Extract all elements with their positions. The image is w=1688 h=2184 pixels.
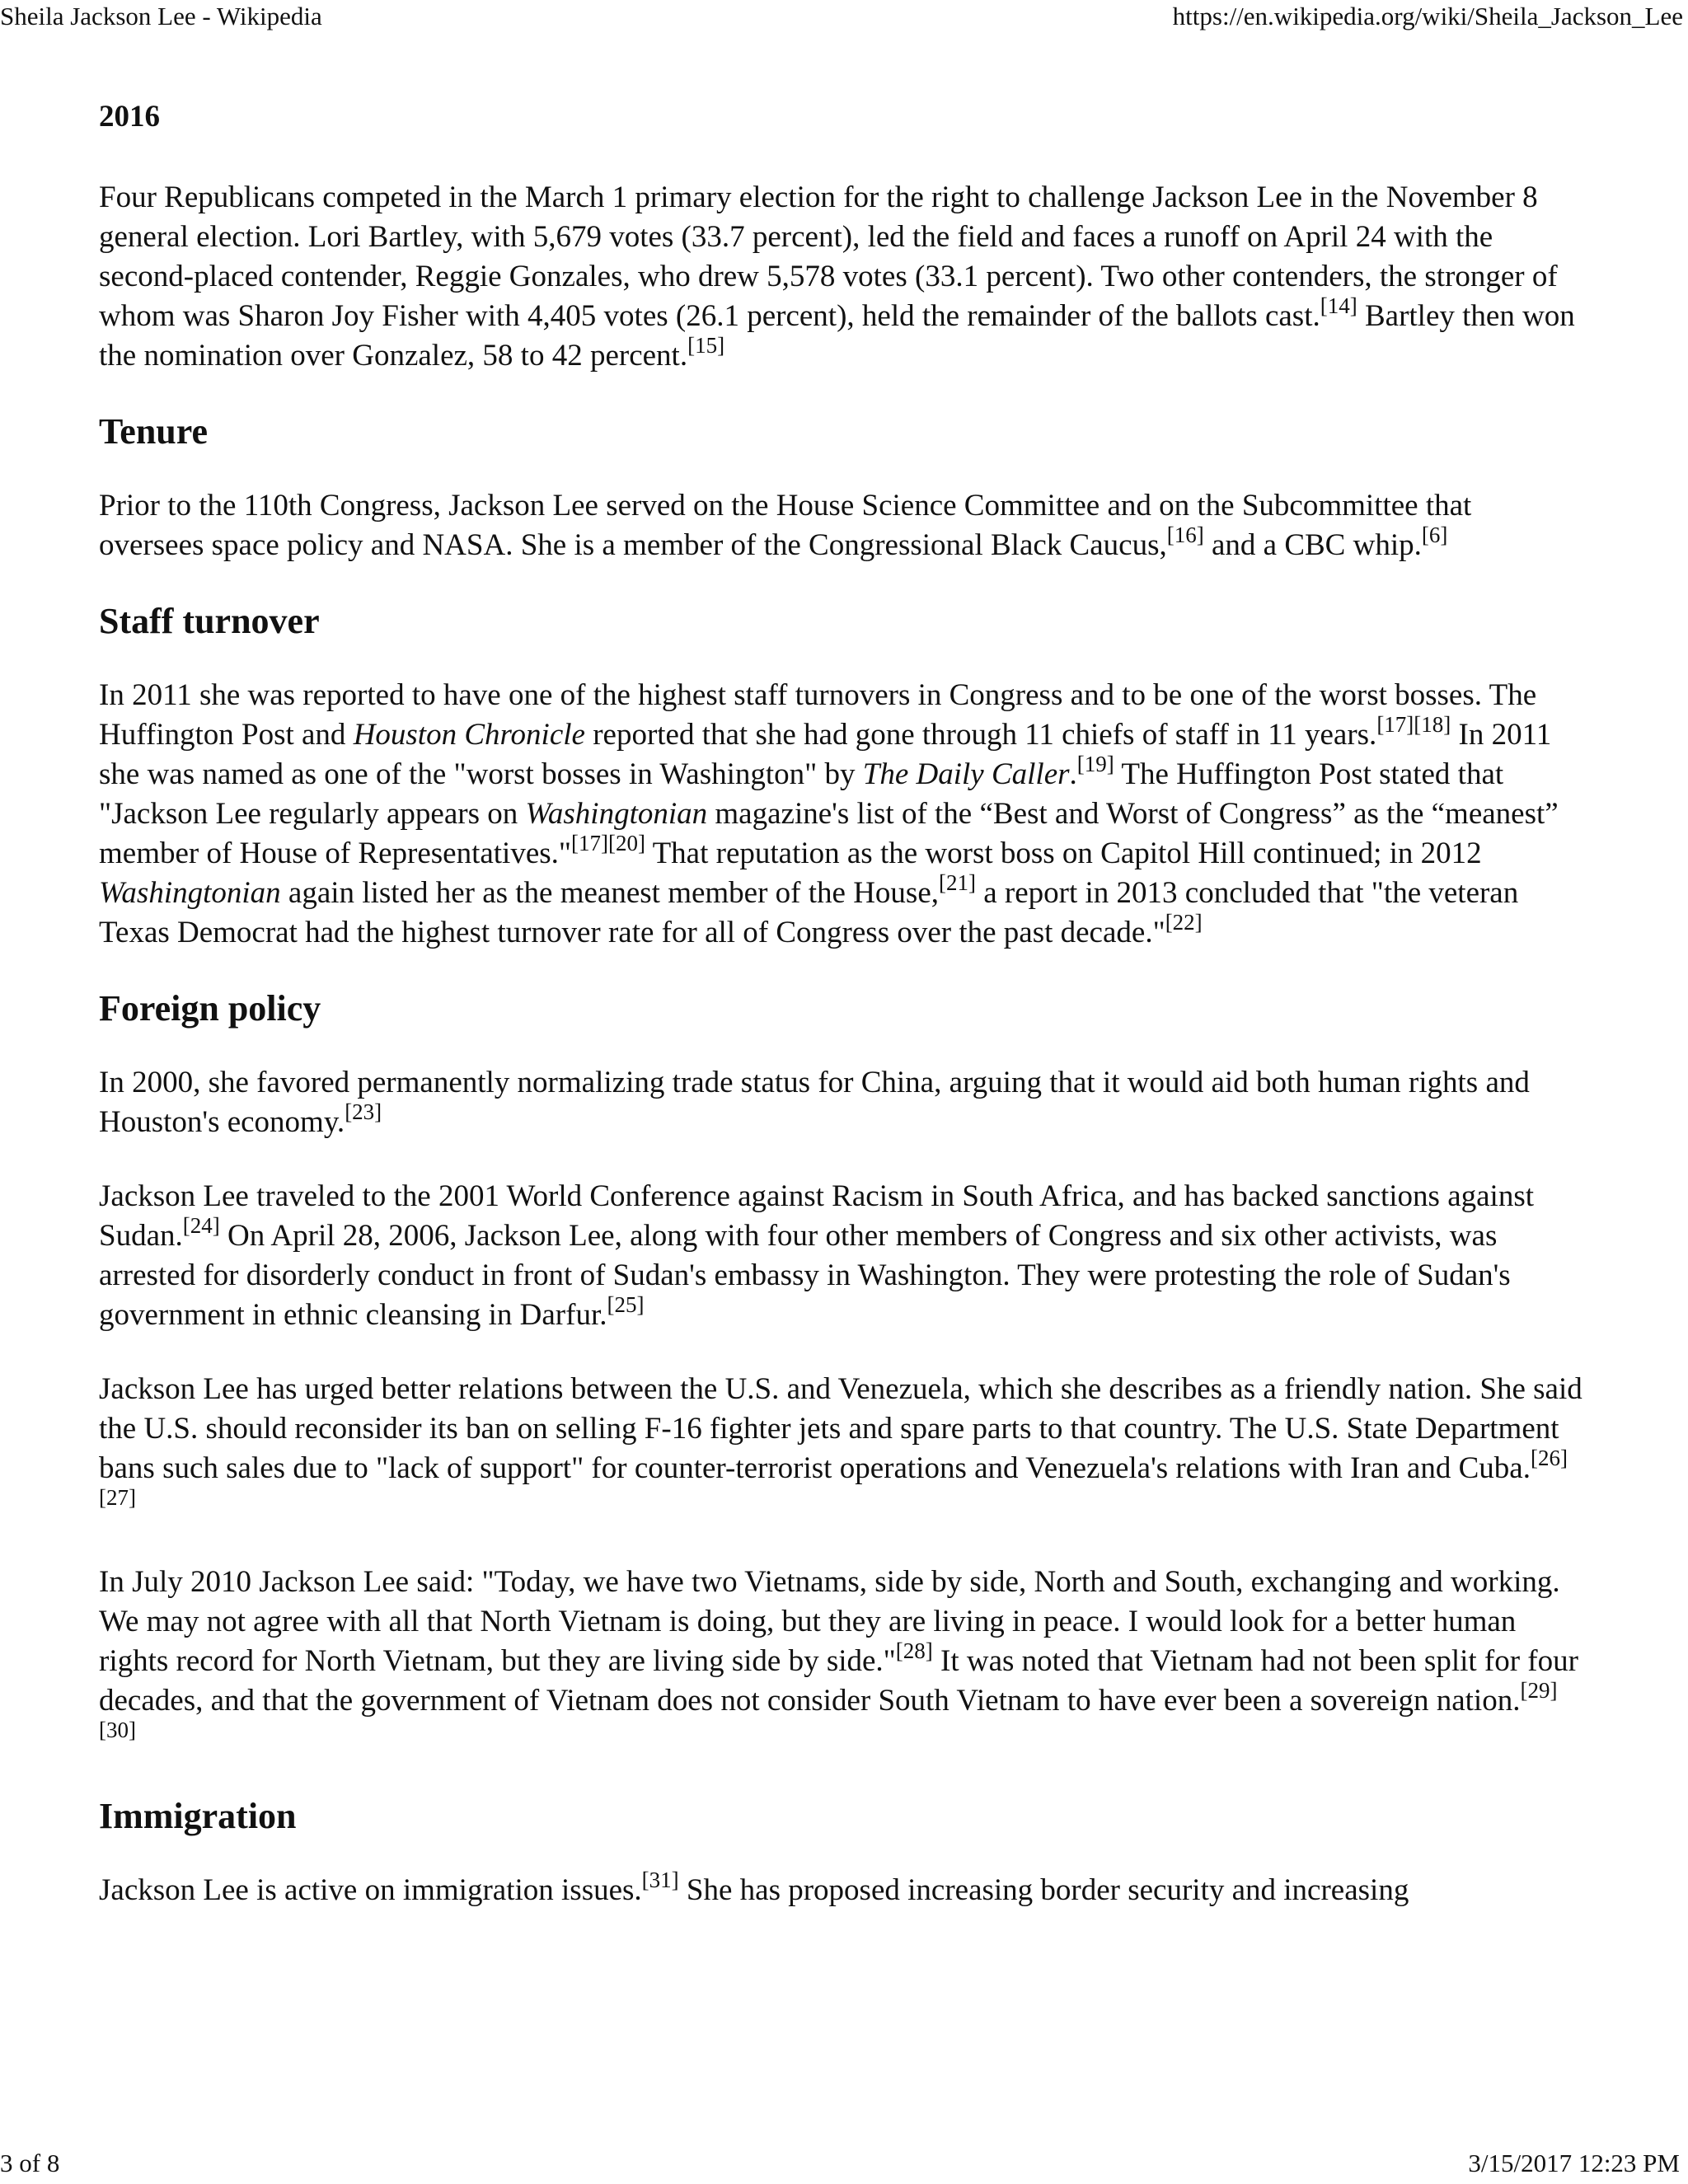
paragraph-2016-primary: Four Republicans competed in the March 1 primary election for the right to challenge Jackson Lee in the November 8 general election. Lori Bartley, with 5,679 votes (33.7 percent), led the field and faces a runoff on April 24 with the second-placed contender, Reggie Gonzales, who drew 5,578 votes (33.1 percent). Two other contenders, the stronger of whom was Sharon Joy Fisher with 4,405 votes (26.1 percent), held the remainder of the ballots cast.[14] Bartley then won the nomination over Gonzalez, 58 to 42 percent.[15] xyxy=(99,180,1575,373)
citation-link[interactable]: [25] xyxy=(607,1292,645,1318)
citation-link[interactable]: [23] xyxy=(345,1099,382,1125)
citation-link[interactable]: [15] xyxy=(687,333,725,359)
citation-link[interactable]: [17][20] xyxy=(571,831,645,856)
publication-name: Washingtonian xyxy=(99,876,281,910)
publication-name: Washingtonian xyxy=(525,797,708,831)
print-header xyxy=(0,0,1688,33)
paragraph-foreign-venezuela: Jackson Lee has urged better relations between the U.S. and Venezuela, which she describes as a friendly nation. She said the U.S. should reconsider its ban on selling F-16 fighter jets and spare parts to that country. The U.S. State Department bans such sales due to "lack of support" for counter-terrorist operations and Venezuela's relations with Iran and Cuba.[26][27] xyxy=(99,1372,1582,1511)
citation-link[interactable]: [26][27] xyxy=(99,1446,1568,1511)
citation-link[interactable]: [28] xyxy=(895,1638,933,1664)
paragraph-staff-turnover: In 2011 she was reported to have one of the highest staff turnovers in Congress and to be one of the worst bosses. The Huffington Post and Houston Chronicle reported that she had gone through 11 chiefs of staff in 11 years.[17][18] In 2011 she was named as one of the "worst bosses in Washington" by The Daily Caller.[19] The Huffington Post stated that "Jackson Lee regularly appears on Washingtonian magazine's list of the “Best and Worst of Congress” as the “meanest” member of House of Representatives."[17][20] That reputation as the worst boss on Capitol Hill continued; in 2012 Washingtonian again listed her as the meanest member of the House,[21] a report in 2013 concluded that "the veteran Texas Democrat had the highest turnover rate for all of Congress over the past decade."[22] xyxy=(99,678,1559,949)
publication-name: Houston Chronicle xyxy=(353,718,585,752)
section-heading-immigration: Immigration xyxy=(99,1796,297,1836)
page-title: Sheila Jackson Lee - Wikipedia xyxy=(0,2,322,30)
section-heading-2016: 2016 xyxy=(99,100,160,134)
paragraph-foreign-vietnam: In July 2010 Jackson Lee said: "Today, we have two Vietnams, side by side, North and South, exchanging and working. We may not agree with all that North Vietnam is doing, but they are living in peace. I would look for a better human rights record for North Vietnam, but they are living side by side."[28] It was noted that Vietnam had not been split for four decades, and that the government of Vietnam does not consider South Vietnam to have ever been a sovereign nation.[29][30] xyxy=(99,1565,1578,1743)
print-datetime: 3/15/2017 12:23 PM xyxy=(1468,2149,1680,2177)
citation-link[interactable]: [17][18] xyxy=(1376,712,1451,738)
citation-link[interactable]: [14] xyxy=(1320,293,1357,319)
citation-link[interactable]: [31] xyxy=(641,1868,679,1893)
section-heading-staff-turnover: Staff turnover xyxy=(99,601,320,641)
citation-link[interactable]: [24] xyxy=(182,1213,220,1239)
citation-link[interactable]: [22] xyxy=(1165,910,1203,935)
section-heading-foreign-policy: Foreign policy xyxy=(99,988,321,1029)
citation-link[interactable]: [6] xyxy=(1421,523,1448,548)
paragraph-foreign-china: In 2000, she favored permanently normalizing trade status for China, arguing that it would aid both human rights and Houston's economy.[23] xyxy=(99,1066,1530,1139)
citation-link[interactable]: [21] xyxy=(939,870,976,896)
print-footer xyxy=(0,2147,1688,2180)
section-heading-tenure: Tenure xyxy=(99,411,209,452)
publication-name: The Daily Caller xyxy=(862,757,1070,791)
citation-link[interactable]: [19] xyxy=(1076,752,1114,777)
paragraph-immigration: Jackson Lee is active on immigration issues.[31] She has proposed increasing border security and increasing xyxy=(99,1868,1409,1907)
article-content xyxy=(99,97,1582,1945)
citation-link[interactable]: [16] xyxy=(1166,523,1204,548)
paragraph-foreign-sudan: Jackson Lee traveled to the 2001 World Conference against Racism in South Africa, and has backed sanctions against Sudan.[24] On April 28, 2006, Jackson Lee, along with four other members of Congress and six other activists, was arrested for disorderly conduct in front of Sudan's embassy in Washington. They were protesting the role of Sudan's government in ethnic cleansing in Darfur.[25] xyxy=(99,1179,1535,1332)
page-number: 3 of 8 xyxy=(0,2149,60,2177)
paragraph-tenure: Prior to the 110th Congress, Jackson Lee served on the House Science Committee and on the Subcommittee that oversees space policy and NASA. She is a member of the Congressional Black Caucus,[16] and a CBC whip.[6] xyxy=(99,489,1472,562)
page-url: https://en.wikipedia.org/wiki/Sheila_Jackson_Lee xyxy=(1172,2,1683,30)
citation-link[interactable]: [29][30] xyxy=(99,1678,1558,1743)
